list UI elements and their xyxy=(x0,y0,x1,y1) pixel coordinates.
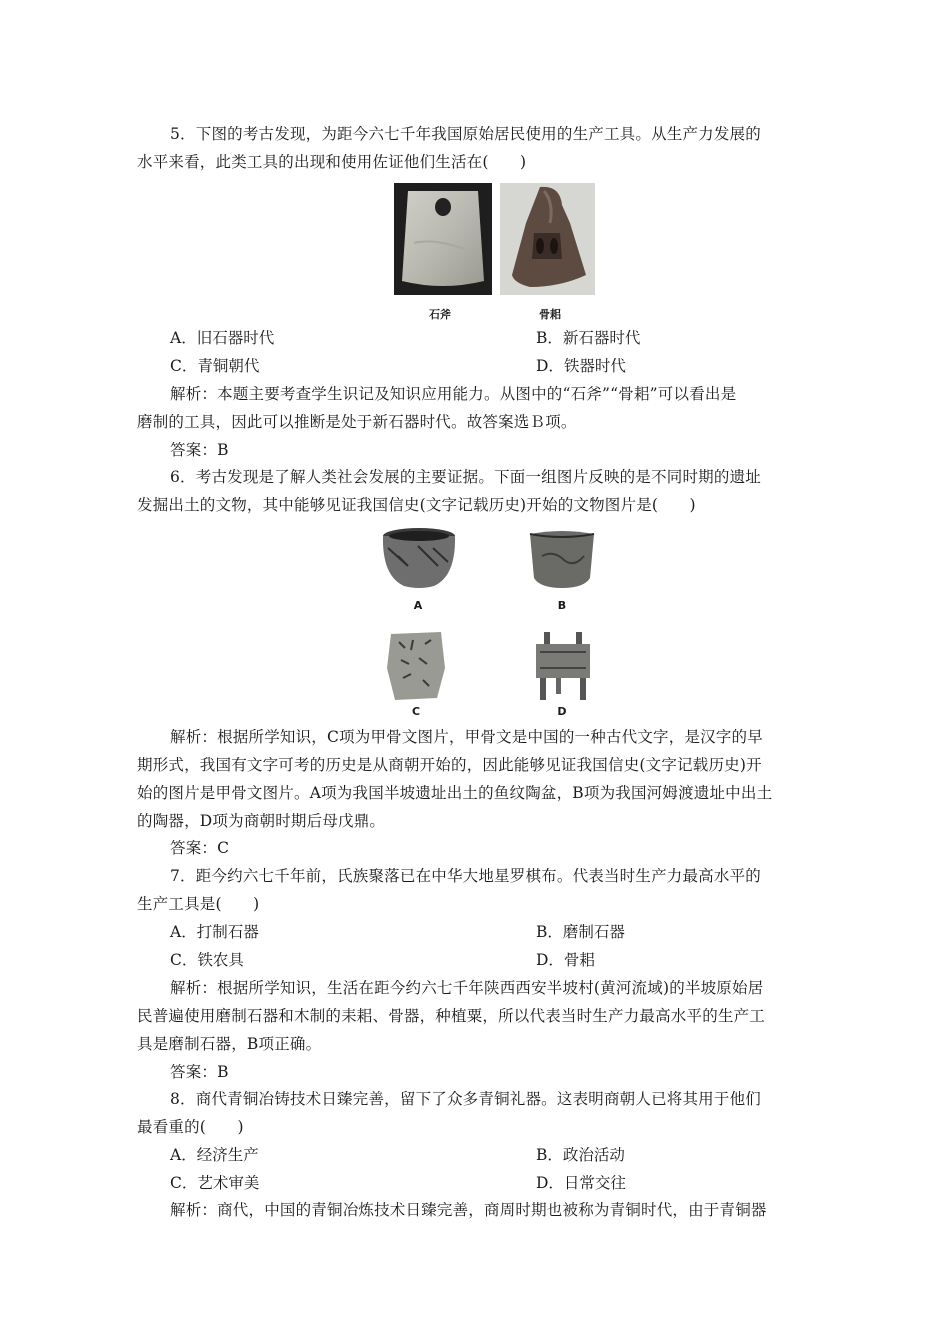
q5-option-c: C．青铜朝代 xyxy=(170,357,260,375)
q5-option-d: D．铁器时代 xyxy=(536,357,626,375)
q8-option-c: C．艺术审美 xyxy=(170,1174,260,1192)
q6-stem-line1: 6．考古发现是了解人类社会发展的主要证据。下面一组图片反映的是不同时期的遗址 xyxy=(170,468,761,486)
q7-analysis-line1: 解析：根据所学知识，生活在距今约六七千年陕西西安半坡村(黄河流域)的半坡原始居 xyxy=(170,979,764,997)
q5-option-a: A．旧石器时代 xyxy=(170,329,275,347)
q6-analysis-line3: 始的图片是甲骨文图片。A项为我国半坡遗址出土的鱼纹陶盆，B项为我国河姆渡遗址中出土 xyxy=(137,784,773,802)
q8-option-b: B．政治活动 xyxy=(536,1146,625,1164)
q6-analysis-line1: 解析：根据所学知识，C项为甲骨文图片，甲骨文是中国的一种古代文字，是汉字的早 xyxy=(170,728,763,746)
q7-option-d: D．骨耜 xyxy=(536,951,595,969)
q5-analysis-line2: 磨制的工具，因此可以推断是处于新石器时代。故答案选Ｂ项。 xyxy=(137,413,577,431)
q8-analysis-line1: 解析：商代，中国的青铜冶炼技术日臻完善，商周时期也被称为青铜时代，由于青铜器 xyxy=(170,1201,767,1219)
q8-stem-line2: 最看重的( ) xyxy=(137,1118,244,1136)
q5-stem-line1: 5．下图的考古发现，为距今六七千年我国原始居民使用的生产工具。从生产力发展的 xyxy=(170,125,761,143)
q7-option-a: A．打制石器 xyxy=(170,923,259,941)
q7-analysis-line3: 具是磨制石器，B项正确。 xyxy=(137,1035,322,1053)
oracle-bone-image xyxy=(383,628,449,702)
bone-spade-image xyxy=(500,183,595,295)
q6-answer: 答案：C xyxy=(170,839,230,857)
q6-analysis-line4: 的陶器，D项为商朝时期后母戊鼎。 xyxy=(137,812,386,830)
q7-stem-line2: 生产工具是( ) xyxy=(137,895,260,913)
q7-stem-line1: 7．距今约六七千年前，氏族聚落已在中华大地星罗棋布。代表当时生产力最高水平的 xyxy=(170,867,761,885)
q5-option-b: B．新石器时代 xyxy=(536,329,641,347)
houmuwu-ding-image xyxy=(530,628,596,702)
q6-analysis-line2: 期形式，我国有文字可考的历史是从商朝开始的，因此能够见证我国信史(文字记载历史)开 xyxy=(137,756,762,774)
fish-pattern-basin-image xyxy=(378,526,460,592)
figure-c-caption: C xyxy=(411,705,421,718)
q7-option-c: C．铁农具 xyxy=(170,951,244,969)
q5-answer: 答案：B xyxy=(170,441,229,459)
figure-b-caption: B xyxy=(557,599,567,612)
stone-axe-image xyxy=(394,183,492,295)
q7-answer: 答案：B xyxy=(170,1063,229,1081)
q6-stem-line2: 发掘出土的文物，其中能够见证我国信史(文字记载历史)开始的文物图片是( ) xyxy=(137,496,696,514)
hemudu-pottery-image xyxy=(524,526,600,592)
q7-option-b: B．磨制石器 xyxy=(536,923,625,941)
q5-analysis-line1: 解析：本题主要考查学生识记及知识应用能力。从图中的“石斧”“骨耜”可以看出是 xyxy=(170,385,737,403)
q8-stem-line1: 8．商代青铜冶铸技术日臻完善，留下了众多青铜礼器。这表明商朝人已将其用于他们 xyxy=(170,1090,761,1108)
figure-a-caption: A xyxy=(413,599,423,612)
q8-option-a: A．经济生产 xyxy=(170,1146,259,1164)
q5-stem-line2: 水平来看，此类工具的出现和使用佐证他们生活在( ) xyxy=(137,153,527,171)
q7-analysis-line2: 民普遍使用磨制石器和木制的耒耜、骨器，种植粟，所以代表当时生产力最高水平的生产工 xyxy=(137,1007,766,1025)
figure-d-caption: D xyxy=(557,705,567,718)
stone-axe-caption: 石斧 xyxy=(429,308,451,321)
q8-option-d: D．日常交往 xyxy=(536,1174,626,1192)
bone-spade-caption: 骨耜 xyxy=(539,308,561,321)
